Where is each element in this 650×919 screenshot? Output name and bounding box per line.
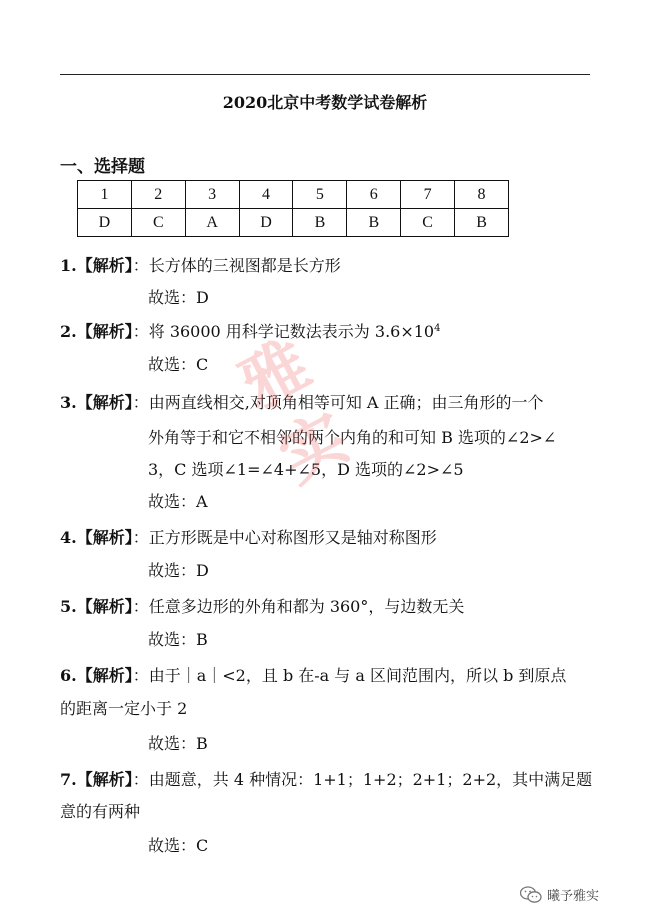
answer-cell: D	[239, 209, 293, 237]
choice-answer: 故选：D	[148, 288, 209, 307]
top-rule	[60, 74, 590, 75]
question-number-cell: 4	[239, 181, 293, 209]
question-text-continued: 3，C 选项∠1=∠4+∠5，D 选项的∠2>∠5	[148, 460, 464, 479]
question-number: 5.	[60, 597, 77, 616]
question-text: 长方体的三视图都是长方形	[148, 256, 341, 275]
account-name: 曦予雅实	[547, 889, 600, 904]
question-number-cell: 1	[78, 181, 132, 209]
analysis-tag: 【解析】	[76, 770, 133, 789]
question-number: 6.	[60, 666, 77, 685]
question-text-continued: 外角等于和它不相邻的两个内角的和可知 B 选项的∠2>∠	[148, 428, 557, 447]
footer-account	[520, 885, 599, 904]
choice-answer: 故选：D	[148, 561, 209, 580]
question-text: 由题意，共 4 种情况：1+1；1+2；2+1；2+2，其中满足题	[148, 770, 593, 789]
analysis-tag: 【解析】	[76, 666, 133, 685]
question-text-continued: 的距离一定小于 2	[60, 699, 188, 718]
question-7: 7.【解析】：由题意，共 4 种情况：1+1；1+2；2+1；2+2，其中满足题	[60, 770, 593, 789]
answer-cell: A	[185, 209, 239, 237]
choice-answer: 故选：B	[148, 630, 208, 649]
question-text-continued: 意的有两种	[60, 802, 141, 821]
wechat-icon	[520, 886, 542, 904]
section-heading: 一、选择题	[60, 157, 145, 177]
analysis-tag: 【解析】	[76, 597, 133, 616]
question-number-cell: 7	[401, 181, 455, 209]
answer-cell: C	[131, 209, 185, 237]
choice-answer: 故选：A	[148, 492, 208, 511]
choice-answer: 故选：C	[148, 836, 209, 855]
question-6: 6.【解析】：由于｜a｜<2，且 b 在-a 与 a 区间范围内，所以 b 到原点	[60, 666, 567, 685]
question-3: 3.【解析】：由两直线相交,对顶角相等可知 A 正确；由三角形的一个	[60, 393, 544, 412]
question-number: 2.	[60, 322, 77, 341]
question-number-cell: 3	[185, 181, 239, 209]
question-1: 1.【解析】：长方体的三视图都是长方形	[60, 256, 341, 275]
question-number-cell: 2	[131, 181, 185, 209]
answer-table-number-row	[78, 181, 509, 209]
answer-cell: D	[78, 209, 132, 237]
question-number: 4.	[60, 528, 77, 547]
answer-table-answer-row	[78, 209, 509, 237]
choice-answer: 故选：C	[148, 355, 209, 374]
question-text: 正方形既是中心对称图形又是轴对称图形	[148, 528, 437, 547]
question-text: 由于｜a｜<2，且 b 在-a 与 a 区间范围内，所以 b 到原点	[148, 666, 567, 685]
question-number: 1.	[60, 256, 77, 275]
question-number-cell: 5	[293, 181, 347, 209]
question-number-cell: 8	[455, 181, 509, 209]
question-text: 将 36000 用科学记数法表示为 3.6×10	[148, 322, 435, 341]
question-number: 7.	[60, 770, 77, 789]
page-title: 2020北京中考数学试卷解析	[222, 93, 428, 112]
answer-cell: C	[401, 209, 455, 237]
question-5: 5.【解析】：任意多边形的外角和都为 360°，与边数无关	[60, 597, 465, 616]
answer-cell: B	[455, 209, 509, 237]
analysis-tag: 【解析】	[76, 256, 133, 275]
analysis-tag: 【解析】	[76, 528, 133, 547]
question-number-cell: 6	[347, 181, 401, 209]
question-4: 4.【解析】：正方形既是中心对称图形又是轴对称图形	[60, 528, 437, 547]
answer-table	[77, 180, 509, 237]
analysis-tag: 【解析】	[76, 393, 133, 412]
question-2: 2.【解析】：将 36000 用科学记数法表示为 $3.6\times 10^4$	[60, 322, 441, 341]
watermark: 雅实	[228, 325, 362, 498]
question-text: 任意多边形的外角和都为 360°，与边数无关	[148, 597, 465, 616]
answer-cell: B	[347, 209, 401, 237]
question-number: 3.	[60, 393, 77, 412]
choice-answer: 故选：B	[148, 734, 208, 753]
exponent: 4	[434, 323, 441, 334]
answer-cell: B	[293, 209, 347, 237]
analysis-tag: 【解析】	[76, 322, 133, 341]
question-text: 由两直线相交,对顶角相等可知 A 正确；由三角形的一个	[148, 393, 544, 412]
